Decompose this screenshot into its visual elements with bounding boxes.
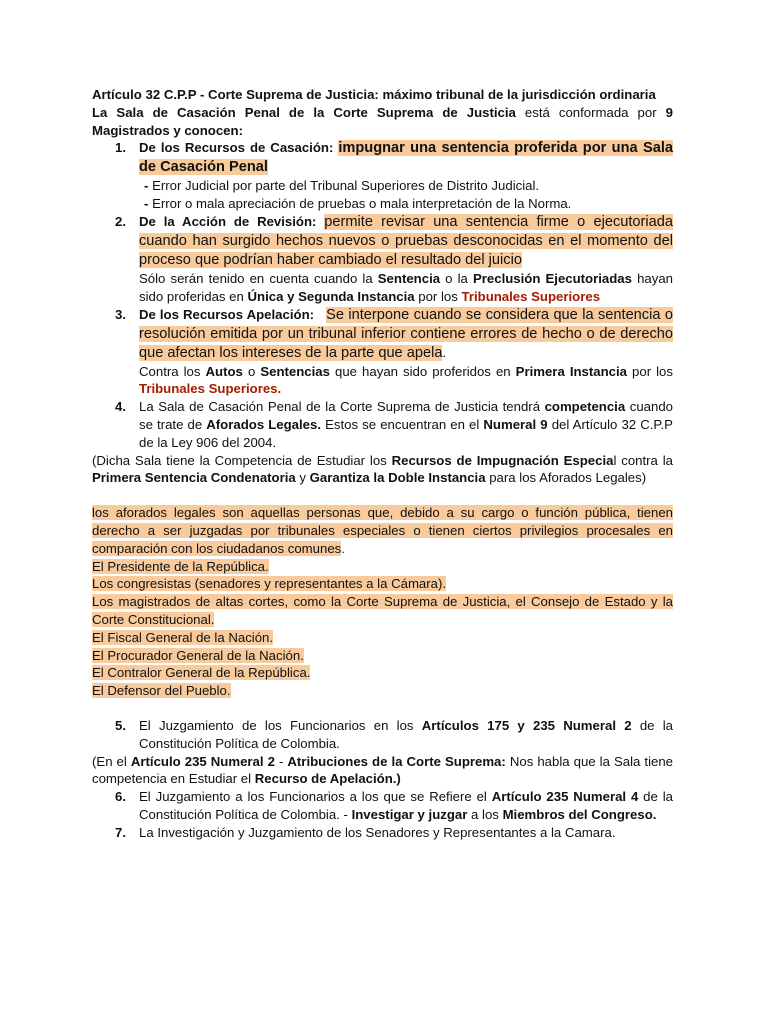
list-item-4: 4. La Sala de Casación Penal de la Corte Suprema de Justicia tendrá competencia cuando se trate de Aforados Legales. Estos se encuentran en el Numeral 9 del Artículo 32 C.P.P de la Ley 906 del 2004.: [115, 399, 673, 450]
document-page: [92, 86, 673, 842]
list-item-5: 5. El Juzgamiento de los Funcionarios en los Artículos 175 y 235 Numeral 2 de la Constitución Política de Colombia.: [115, 717, 674, 751]
list-item-6: 6. El Juzgamiento a los Funcionarios a los que se Refiere el Artículo 235 Numeral 4 de la Constitución Política de Colombia. - Investigar y juzgar a los Miembros del Congreso.: [115, 789, 673, 822]
list-item-2: 2. De la Acción de Revisión: permite revisar una sentencia firme o ejecutoriada cuando han surgido hechos nuevos o pruebas desconocidas en el momento del proceso que podrían haber cambiado el resultado del juicio Sólo serán tenido en cuenta cuando la Sentencia o la Preclusión Ejecutoriadas hayan sido proferidas en Única y Segunda Instancia por los Tribunales Superiores: [115, 213, 674, 304]
list-item: El Defensor del Pueblo.: [92, 683, 231, 699]
list-item-7: 7. La Investigación y Juzgamiento de los Senadores y Representantes a la Camara.: [115, 824, 616, 840]
list-item: Los congresistas (senadores y representantes a la Cámara).: [92, 576, 447, 592]
list-item: Los magistrados de altas cortes, como la Corte Suprema de Justicia, el Consejo de Estado y la Corte Constitucional.: [92, 594, 673, 627]
note-paragraph-1: (Dicha Sala tiene la Competencia de Estudiar los Recursos de Impugnación Especial contra la Primera Sentencia Condenatoria y Garantiza la Doble Instancia para los Aforados Legales): [92, 452, 673, 486]
document-title: Artículo 32 C.P.P - Corte Suprema de Justicia: máximo tribunal de la jurisdicción ordinaria: [92, 87, 656, 102]
list-item: El Contralor General de la República.: [92, 665, 311, 681]
aforados-list: [92, 558, 673, 700]
aforados-definition: los aforados legales son aquellas personas que, debido a su cargo o función pública, tienen derecho a ser juzgadas por tribunales especiales o tienen ciertos privilegios procesales en comparación con los ciudadanos comunes.: [92, 505, 673, 556]
list-item-3: 3. De los Recursos Apelación: Se interpone cuando se considera que la sentencia o resolución emitida por un tribunal inferior contiene errores de hecho o de derecho que afectan los intereses de la parte que apela. Contra los Autos o Sentencias que hayan sido proferidos en Primera Instancia por los Tribunales Superiores.: [115, 306, 673, 397]
list-item: El Fiscal General de la Nación.: [92, 629, 274, 645]
highlight: Se interpone cuando se considera que la sentencia o resolución emitida por un tribunal inferior contiene errores de hecho o de derecho que afectan los intereses de la parte que apela: [139, 306, 673, 361]
list-item-1: 1. De los Recursos de Casación: impugnar una sentencia proferida por una Sala de Casación Penal - Error Judicial por parte del Tribunal Superiores de Distrito Judicial. - Error o mala apreciación de pruebas o mala interpretación de la Norma.: [115, 140, 674, 212]
note-paragraph-2: (En el Artículo 235 Numeral 2 - Atribuciones de la Corte Suprema: Nos habla que la Sala tiene competencia en Estudiar el Recurso de Apelación.): [92, 753, 673, 787]
list-item: El Presidente de la República.: [92, 558, 269, 574]
intro-paragraph: La Sala de Casación Penal de la Corte Suprema de Justicia está conformada por 9 Magistrados y conocen:: [92, 104, 673, 138]
highlight: impugnar una sentencia proferida por una Sala de Casación Penal: [139, 140, 674, 176]
list-item: El Procurador General de la Nación.: [92, 647, 304, 663]
highlight: permite revisar una sentencia firme o ejecutoriada cuando han surgido hechos nuevos o pruebas desconocidas en el momento del proceso que podrían haber cambiado el resultado del juicio: [139, 213, 673, 268]
